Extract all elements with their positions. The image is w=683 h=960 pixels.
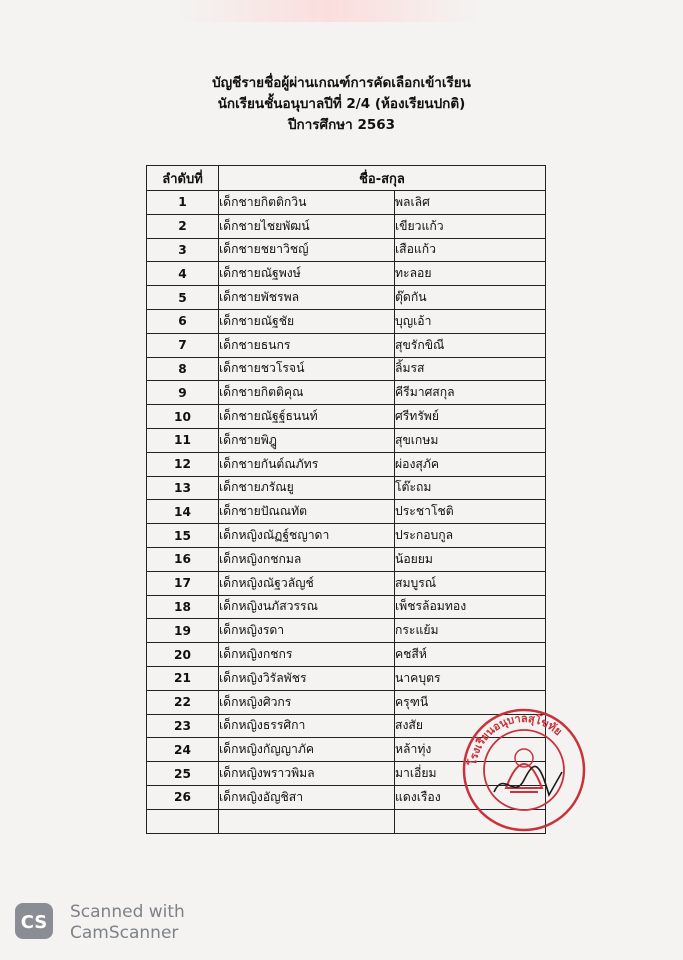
student-last-name: น้อยยม	[395, 547, 546, 571]
row-number: 10	[147, 405, 219, 429]
student-first-name: เด็กชายณัฐพงษ์	[219, 262, 395, 286]
svg-text:CS: CS	[20, 912, 48, 933]
row-number: 12	[147, 452, 219, 476]
student-first-name: เด็กหญิงณัฏฐ์ชญาดา	[219, 524, 395, 548]
student-first-name: เด็กหญิงณัฐวลัญช์	[219, 571, 395, 595]
student-first-name: เด็กหญิงศิวกร	[219, 690, 395, 714]
row-number: 9	[147, 381, 219, 405]
student-last-name: สมบูรณ์	[395, 571, 546, 595]
document-header	[0, 73, 683, 136]
empty-cell	[147, 809, 219, 833]
student-last-name: โต๊ะถม	[395, 476, 546, 500]
student-first-name: เด็กหญิงกชกร	[219, 643, 395, 667]
table-row	[147, 357, 546, 381]
table-row	[147, 214, 546, 238]
row-number: 4	[147, 262, 219, 286]
scan-artifact	[180, 0, 480, 22]
row-number: 3	[147, 238, 219, 262]
student-first-name: เด็กหญิงพราวพิมล	[219, 762, 395, 786]
student-first-name: เด็กชายปัณณทัต	[219, 500, 395, 524]
camscanner-logo-icon	[14, 902, 54, 940]
table-row	[147, 452, 546, 476]
table-row	[147, 476, 546, 500]
student-first-name: เด็กชายณัฐฐ์ธนนท์	[219, 405, 395, 429]
header-line-2: นักเรียนชั้นอนุบาลปีที่ 2/4 (ห้องเรียนปกติ)	[217, 96, 466, 112]
student-first-name: เด็กหญิงอัญชิสา	[219, 785, 395, 809]
row-number: 7	[147, 333, 219, 357]
table-row	[147, 286, 546, 310]
student-first-name: เด็กชายธนกร	[219, 333, 395, 357]
student-last-name: ตุ๊ดกัน	[395, 286, 546, 310]
table-row	[147, 524, 546, 548]
signature	[494, 766, 562, 795]
table-row	[147, 191, 546, 215]
student-last-name: ลิ้มรส	[395, 357, 546, 381]
row-number: 11	[147, 428, 219, 452]
student-first-name: เด็กชายพิฎู	[219, 428, 395, 452]
student-last-name: ครุฑนี	[395, 690, 546, 714]
student-last-name: สุขรักขิณี	[395, 333, 546, 357]
stamp-outer-ring	[464, 710, 584, 830]
table-row	[147, 643, 546, 667]
student-first-name: เด็กชายกันต์ณภัทร	[219, 452, 395, 476]
empty-cell	[219, 809, 395, 833]
student-last-name: เพ็ชรล้อมทอง	[395, 595, 546, 619]
watermark-line-2: CamScanner	[70, 923, 179, 943]
student-first-name: เด็กหญิงนภัสวรรณ	[219, 595, 395, 619]
school-stamp	[454, 700, 594, 835]
student-first-name: เด็กชายภรัณยู	[219, 476, 395, 500]
student-first-name: เด็กชายณัฐชัย	[219, 309, 395, 333]
row-number: 1	[147, 191, 219, 215]
table-row	[147, 333, 546, 357]
table-row	[147, 666, 546, 690]
student-last-name: สงสัย	[395, 714, 546, 738]
row-number: 26	[147, 785, 219, 809]
student-first-name: เด็กชายชวโรจน์	[219, 357, 395, 381]
table-row	[147, 547, 546, 571]
student-first-name: เด็กชายไชยพัฒน์	[219, 214, 395, 238]
table-row	[147, 381, 546, 405]
column-header-number: ลำดับที่	[147, 166, 219, 191]
student-last-name: ผ่องสุภัค	[395, 452, 546, 476]
student-last-name: ประกอบกูล	[395, 524, 546, 548]
student-first-name: เด็กหญิงกัญญาภัค	[219, 738, 395, 762]
student-first-name: เด็กชายชยาวิชญ์	[219, 238, 395, 262]
student-first-name: เด็กชายกิตติกวิน	[219, 191, 395, 215]
student-last-name: ศรีทรัพย์	[395, 405, 546, 429]
row-number: 19	[147, 619, 219, 643]
student-last-name: ประชาโชติ	[395, 500, 546, 524]
row-number: 5	[147, 286, 219, 310]
row-number: 15	[147, 524, 219, 548]
student-last-name: แดงเรือง	[395, 785, 546, 809]
student-last-name: เสือแก้ว	[395, 238, 546, 262]
student-last-name: มาเอี่ยม	[395, 762, 546, 786]
row-number: 25	[147, 762, 219, 786]
row-number: 16	[147, 547, 219, 571]
student-last-name: สุขเกษม	[395, 428, 546, 452]
row-number: 6	[147, 309, 219, 333]
row-number: 13	[147, 476, 219, 500]
header-line-3: ปีการศึกษา 2563	[287, 117, 396, 133]
stamp-inner-ring	[484, 730, 564, 810]
student-last-name: คีรีมาศสกุล	[395, 381, 546, 405]
row-number: 14	[147, 500, 219, 524]
row-number: 23	[147, 714, 219, 738]
table-header-row	[147, 166, 546, 191]
watermark-line-1: Scanned with	[70, 902, 185, 922]
table-row	[147, 619, 546, 643]
student-last-name: พลเลิศ	[395, 191, 546, 215]
row-number: 2	[147, 214, 219, 238]
student-last-name: หล้าทุ่ง	[395, 738, 546, 762]
table-row	[147, 500, 546, 524]
student-last-name: เขียวแก้ว	[395, 214, 546, 238]
row-number: 22	[147, 690, 219, 714]
column-header-name: ชื่อ-สกุล	[219, 166, 546, 191]
student-first-name: เด็กหญิงรดา	[219, 619, 395, 643]
header-line-1: บัญชีรายชื่อผู้ผ่านเกณฑ์การคัดเลือกเข้าเรียน	[212, 75, 471, 91]
student-last-name: คชสีห์	[395, 643, 546, 667]
table-row	[147, 595, 546, 619]
row-number: 8	[147, 357, 219, 381]
table-row	[147, 428, 546, 452]
student-first-name: เด็กชายพัชรพล	[219, 286, 395, 310]
student-last-name: นาคบุตร	[395, 666, 546, 690]
row-number: 21	[147, 666, 219, 690]
stamp-text: โรงเรียนอนุบาลสุโขทัย	[466, 711, 565, 767]
table-row	[147, 262, 546, 286]
table-row	[147, 405, 546, 429]
student-last-name: ทะลอย	[395, 262, 546, 286]
row-number: 18	[147, 595, 219, 619]
table-row	[147, 571, 546, 595]
row-number: 24	[147, 738, 219, 762]
student-last-name: กระแย้ม	[395, 619, 546, 643]
table-row	[147, 309, 546, 333]
student-first-name: เด็กหญิงกชกมล	[219, 547, 395, 571]
student-first-name: เด็กหญิงวิรัลพัชร	[219, 666, 395, 690]
student-first-name: เด็กชายกิตติคุณ	[219, 381, 395, 405]
student-first-name: เด็กหญิงธรรศิกา	[219, 714, 395, 738]
student-last-name: บุญเอ้า	[395, 309, 546, 333]
row-number: 20	[147, 643, 219, 667]
table-row	[147, 238, 546, 262]
camscanner-watermark	[70, 902, 185, 944]
row-number: 17	[147, 571, 219, 595]
